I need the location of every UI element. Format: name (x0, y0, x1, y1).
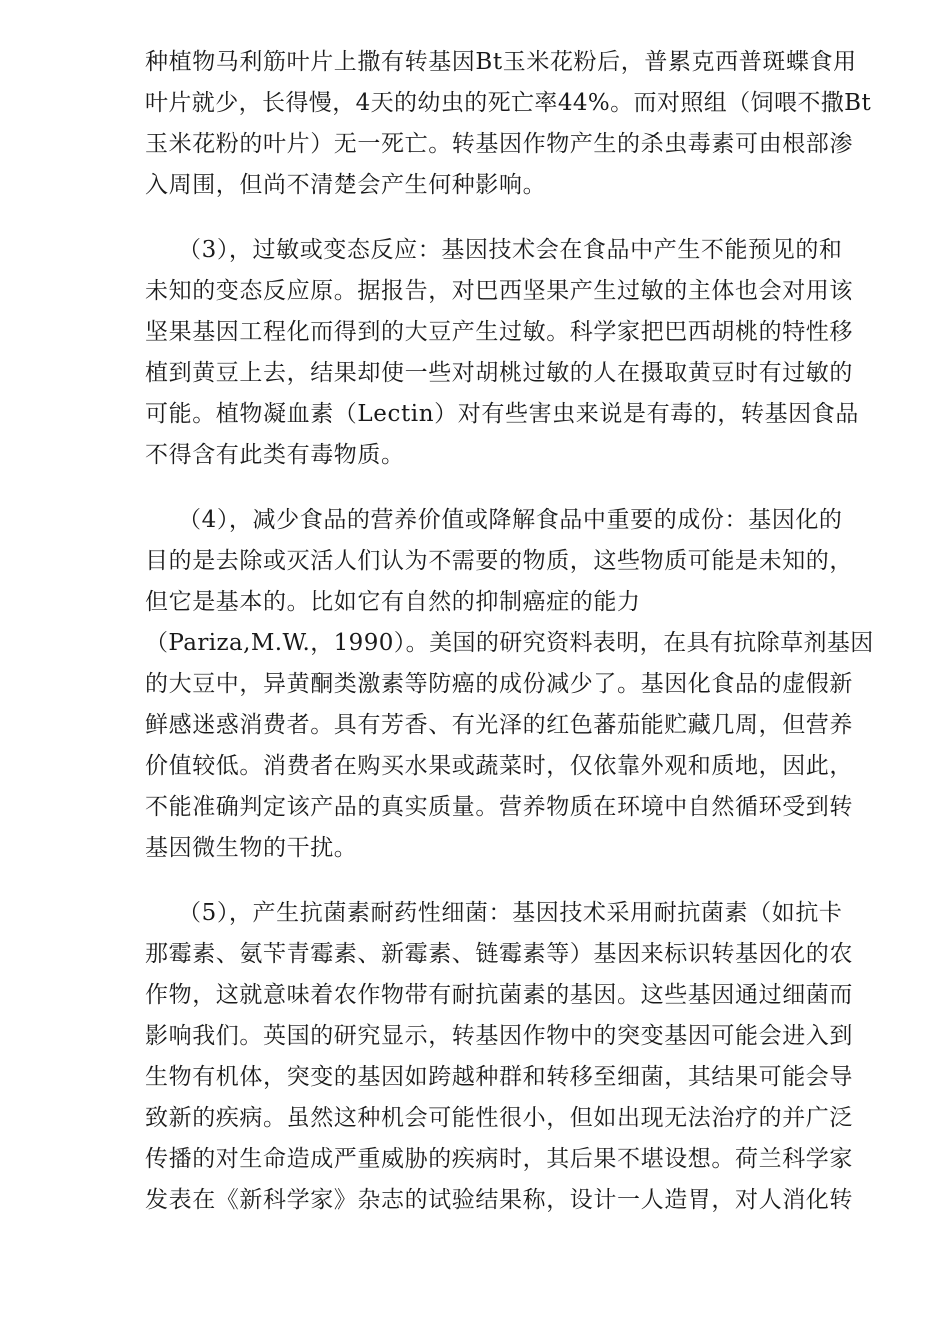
paragraph-4-line-3: 作物，这就意味着农作物带有耐抗菌素的基因。这些基因通过细菌而 (145, 982, 853, 1008)
paragraph-3-line-5: 的大豆中，异黄酮类激素等防癌的成份减少了。基因化食品的虚假新 (145, 671, 853, 697)
paragraph-1-line-4: 入周围，但尚不清楚会产生何种影响。 (145, 172, 547, 198)
paragraph-4-line-2: 那霉素、氨苄青霉素、新霉素、链霉素等）基因来标识转基因化的农 (145, 941, 853, 967)
paragraph-4-line-7: 传播的对生命造成严重威胁的疾病时，其后果不堪设想。荷兰科学家 (145, 1146, 853, 1172)
paragraph-3-line-4: （Pariza,M.W.，1990）。美国的研究资料表明，在具有抗除草剂基因 (145, 630, 874, 656)
paragraph-4-line-1: （5），产生抗菌素耐药性细菌：基因技术采用耐抗菌素（如抗卡 (178, 900, 843, 926)
paragraph-1-line-2: 叶片就少，长得慢，4天的幼虫的死亡率44%。而对照组（饲喂不撒Bt (145, 90, 872, 116)
paragraph-1-line-3: 玉米花粉的叶片）无一死亡。转基因作物产生的杀虫毒素可由根部渗 (145, 131, 853, 157)
paragraph-2-line-3: 坚果基因工程化而得到的大豆产生过敏。科学家把巴西胡桃的特性移 (145, 319, 853, 345)
paragraph-2-line-1: （3），过敏或变态反应：基因技术会在食品中产生不能预见的和 (178, 237, 843, 263)
paragraph-1-line-1: 种植物马利筋叶片上撒有转基因Bt玉米花粉后，普累克西普斑蝶食用 (145, 49, 857, 75)
paragraph-3-line-2: 目的是去除或灭活人们认为不需要的物质，这些物质可能是未知的， (145, 548, 853, 574)
paragraph-3-line-3: 但它是基本的。比如它有自然的抑制癌症的能力 (145, 589, 641, 615)
paragraph-2-line-5: 可能。植物凝血素（Lectin）对有些害虫来说是有毒的，转基因食品 (145, 401, 859, 427)
paragraph-3-line-6: 鲜感迷惑消费者。具有芳香、有光泽的红色蕃茄能贮藏几周，但营养 (145, 712, 853, 738)
paragraph-2-line-2: 未知的变态反应原。据报告，对巴西坚果产生过敏的主体也会对用该 (145, 278, 853, 304)
paragraph-4-line-8: 发表在《新科学家》杂志的试验结果称，设计一人造胃，对人消化转 (145, 1187, 853, 1213)
paragraph-3-line-8: 不能准确判定该产品的真实质量。营养物质在环境中自然循环受到转 (145, 794, 853, 820)
paragraph-4-line-6: 致新的疾病。虽然这种机会可能性很小，但如出现无法治疗的并广泛 (145, 1105, 853, 1131)
paragraph-2-line-4: 植到黄豆上去，结果却使一些对胡桃过敏的人在摄取黄豆时有过敏的 (145, 360, 853, 386)
paragraph-2-line-6: 不得含有此类有毒物质。 (145, 442, 405, 468)
paragraph-4-line-5: 生物有机体，突变的基因如跨越种群和转移至细菌，其结果可能会导 (145, 1064, 853, 1090)
paragraph-3-line-1: （4），减少食品的营养价值或降解食品中重要的成份：基因化的 (178, 507, 843, 533)
paragraph-3-line-7: 价值较低。消费者在购买水果或蔬菜时，仅依靠外观和质地，因此， (145, 753, 853, 779)
paragraph-3-line-9: 基因微生物的干扰。 (145, 835, 358, 861)
paragraph-4-line-4: 影响我们。英国的研究显示，转基因作物中的突变基因可能会进入到 (145, 1023, 853, 1049)
